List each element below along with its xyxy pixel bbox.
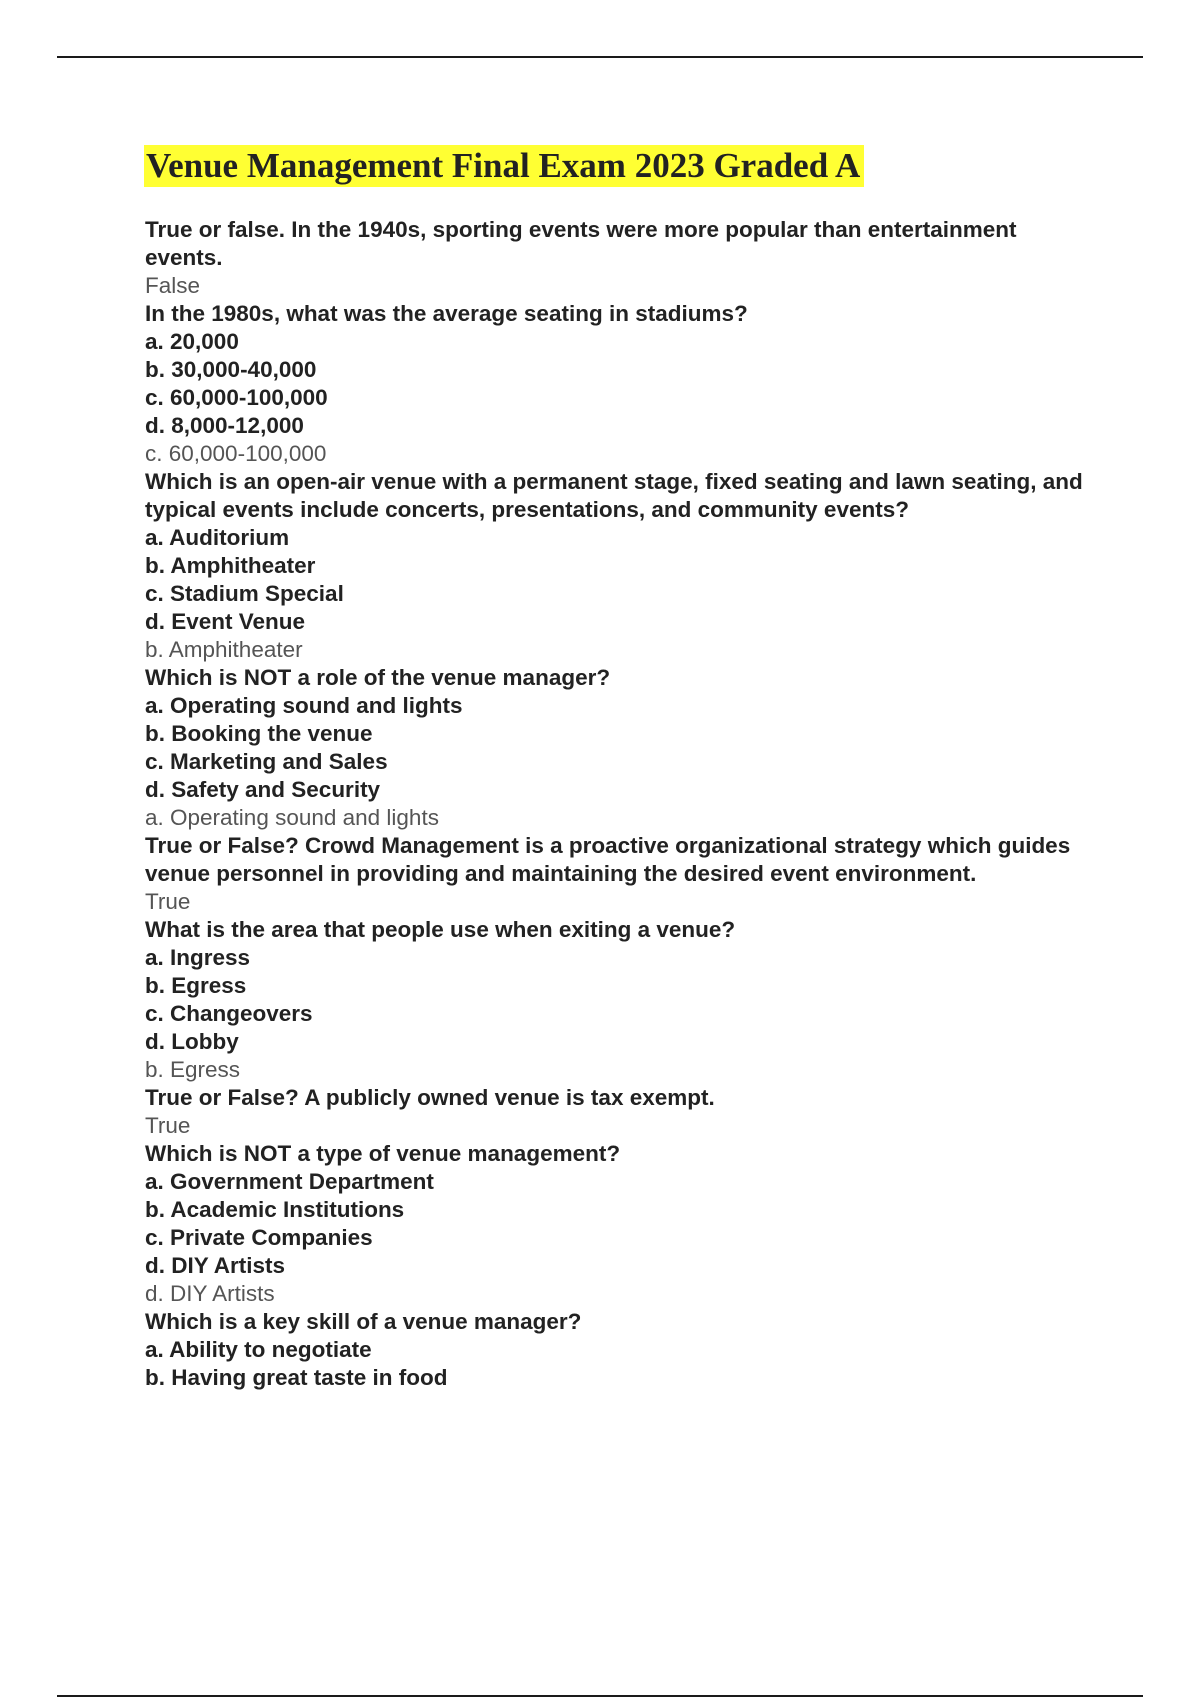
answer-option: b. Egress — [145, 973, 247, 998]
answer-option: b. Academic Institutions — [145, 1197, 405, 1222]
answer-text: b. Amphitheater — [145, 637, 303, 662]
question-text: True or false. In the 1940s, sporting events were more popular than entertainment events. — [145, 217, 1017, 270]
answer-option: a. 20,000 — [145, 329, 239, 354]
question-text: Which is an open-air venue with a permanent stage, fixed seating and lawn seating, and typical events include concerts, presentations, and community events? — [145, 469, 1083, 522]
answer-option: c. Stadium Special — [145, 581, 344, 606]
question-block — [145, 300, 1095, 468]
answer-option: c. Private Companies — [145, 1225, 373, 1250]
question-text: True or False? Crowd Management is a proactive organizational strategy which guides venue personnel in providing and maintaining the desired event environment. — [145, 833, 1071, 886]
answer-option: a. Ability to negotiate — [145, 1337, 372, 1362]
question-text: Which is NOT a type of venue management? — [145, 1141, 621, 1166]
question-text: In the 1980s, what was the average seating in stadiums? — [145, 301, 748, 326]
answer-option: c. Marketing and Sales — [145, 749, 388, 774]
question-block — [145, 1308, 1095, 1392]
footer-rule — [57, 1695, 1143, 1697]
question-block — [145, 832, 1095, 916]
answer-text: True — [145, 1113, 191, 1138]
question-block — [145, 216, 1095, 300]
answer-text: d. DIY Artists — [145, 1281, 275, 1306]
question-block — [145, 1084, 1095, 1140]
question-text: Which is a key skill of a venue manager? — [145, 1309, 582, 1334]
question-block — [145, 1140, 1095, 1308]
answer-option: d. 8,000-12,000 — [145, 413, 304, 438]
answer-text: c. 60,000-100,000 — [145, 441, 327, 466]
answer-option: a. Government Department — [145, 1169, 434, 1194]
answer-option: a. Auditorium — [145, 525, 290, 550]
answer-option: b. Having great taste in food — [145, 1365, 448, 1390]
question-text: Which is NOT a role of the venue manager? — [145, 665, 611, 690]
document-title: Venue Management Final Exam 2023 Graded A — [144, 145, 864, 187]
answer-text: True — [145, 889, 191, 914]
answer-option: c. 60,000-100,000 — [145, 385, 328, 410]
exam-content — [145, 216, 1095, 1392]
question-text: True or False? A publicly owned venue is tax exempt. — [145, 1085, 715, 1110]
question-block — [145, 468, 1095, 664]
question-block — [145, 916, 1095, 1084]
answer-option: d. Safety and Security — [145, 777, 381, 802]
answer-option: d. DIY Artists — [145, 1253, 286, 1278]
answer-option: b. 30,000-40,000 — [145, 357, 317, 382]
answer-option: a. Operating sound and lights — [145, 693, 463, 718]
answer-text: b. Egress — [145, 1057, 241, 1082]
header-rule — [57, 56, 1143, 58]
answer-option: c. Changeovers — [145, 1001, 313, 1026]
question-block — [145, 664, 1095, 832]
answer-option: b. Booking the venue — [145, 721, 373, 746]
title-block — [144, 145, 864, 187]
question-text: What is the area that people use when exiting a venue? — [145, 917, 736, 942]
answer-text: False — [145, 273, 201, 298]
answer-option: a. Ingress — [145, 945, 251, 970]
answer-text: a. Operating sound and lights — [145, 805, 439, 830]
answer-option: d. Lobby — [145, 1029, 239, 1054]
answer-option: b. Amphitheater — [145, 553, 316, 578]
answer-option: d. Event Venue — [145, 609, 306, 634]
